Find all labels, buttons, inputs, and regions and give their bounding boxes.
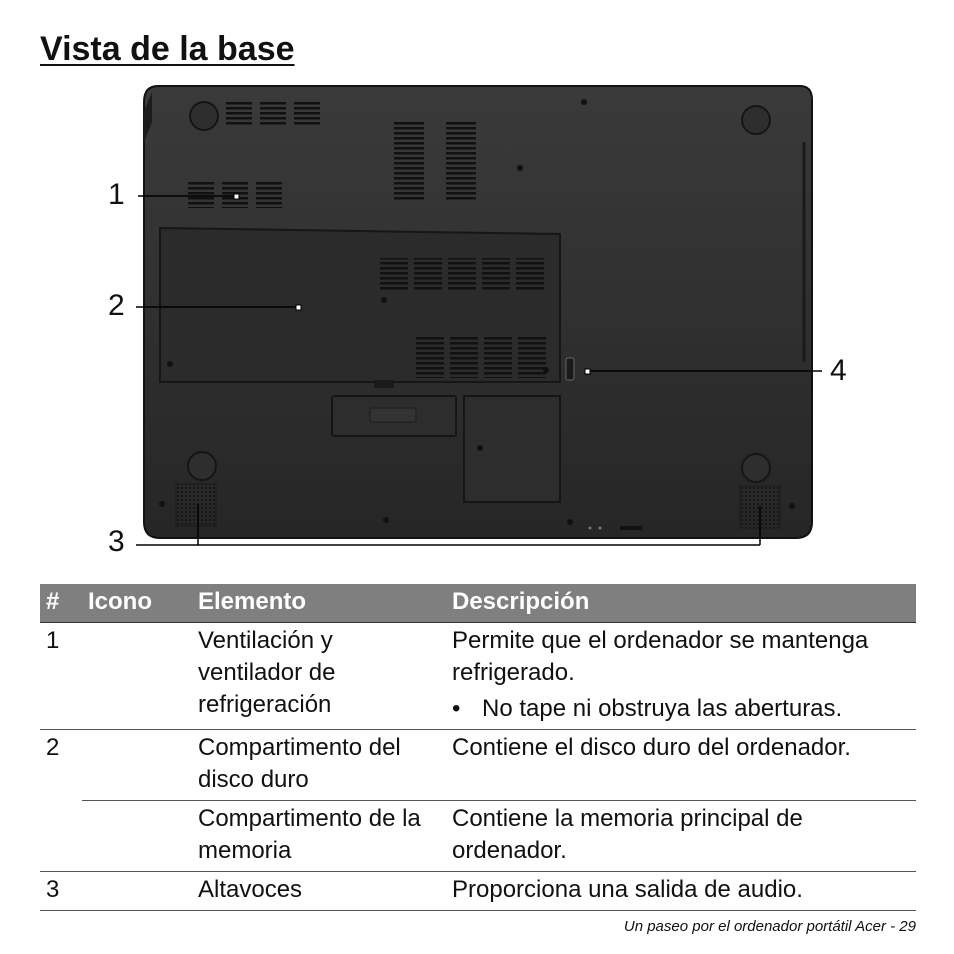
table-row [40, 730, 916, 801]
page-title: Vista de la base [40, 30, 295, 68]
row-number: 3 [40, 872, 82, 911]
foot-top-left [190, 102, 218, 130]
laptop-base-illustration [100, 82, 840, 562]
row-description: Contiene la memoria principal de ordenador. [446, 801, 916, 872]
row-icon [82, 872, 192, 911]
battery-lock [566, 358, 574, 380]
row-description: Proporciona una salida de audio. [446, 872, 916, 911]
callout-3: 3 [108, 525, 125, 558]
foot-bottom-right [742, 454, 770, 482]
table-row [40, 801, 916, 872]
row-number: 2 [40, 730, 82, 872]
header-description: Descripción [446, 584, 916, 623]
header-icon: Icono [82, 584, 192, 623]
speaker-left [176, 484, 216, 526]
table-row [40, 872, 916, 911]
row-description [446, 623, 916, 730]
foot-bottom-left [188, 452, 216, 480]
foot-top-right [742, 106, 770, 134]
components-table [40, 584, 916, 911]
row-description: Contiene el disco duro del ordenador. [452, 734, 851, 761]
callout-2: 2 [108, 289, 125, 322]
row-element: Altavoces [192, 872, 446, 911]
table-header-row [40, 584, 916, 623]
row-element: Compartimento del disco duro [198, 734, 401, 793]
bullet-item [452, 693, 910, 725]
row-element: Ventilación y ventilador de refrigeración [192, 623, 446, 730]
bullet-text: No tape ni obstruya las aberturas. [482, 695, 843, 722]
callout-1: 1 [108, 178, 125, 211]
bullet-icon: • [452, 695, 461, 722]
row-icon [82, 623, 192, 730]
table-row [40, 623, 916, 730]
callout-4: 4 [830, 354, 847, 387]
page-footer: Un paseo por el ordenador portátil Acer - 29 [623, 918, 916, 935]
row-number: 1 [40, 623, 82, 730]
header-element: Elemento [192, 584, 446, 623]
row-icon [82, 801, 192, 872]
row-element: Compartimento de la memoria [192, 801, 446, 872]
row-icon [82, 730, 192, 801]
fan-vent [188, 180, 214, 208]
header-number: # [40, 584, 82, 623]
description-text: Permite que el ordenador se mantenga refrigerado. [452, 627, 869, 686]
